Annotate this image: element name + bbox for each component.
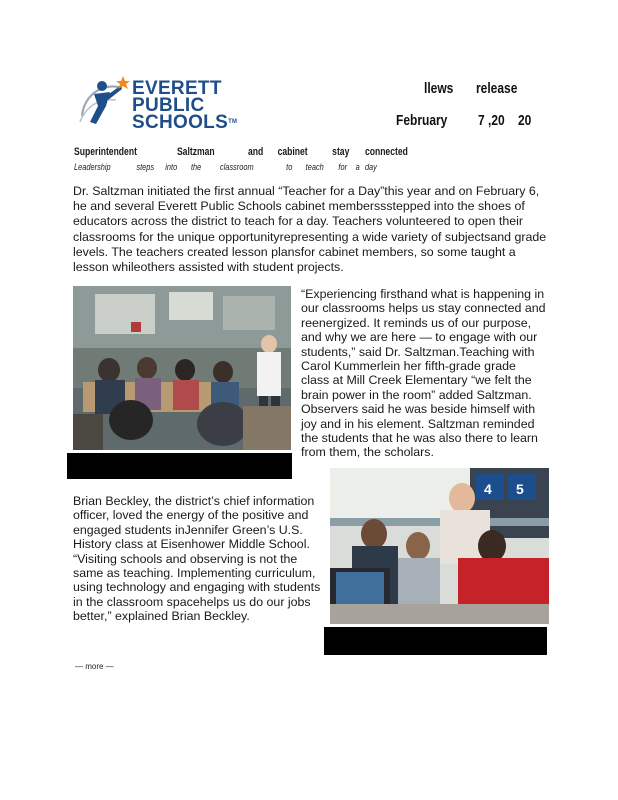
logo-emblem-icon bbox=[76, 72, 134, 134]
students-computer-photo bbox=[330, 468, 549, 624]
sub-word: teach bbox=[305, 162, 324, 173]
more-indicator: — more — bbox=[75, 662, 114, 671]
quote-paragraph bbox=[301, 287, 561, 460]
release-day: 7 ,20 bbox=[478, 112, 505, 129]
logo-line-schools: SCHOOLS bbox=[132, 112, 229, 133]
quote-line: Carol Kummerlein her fifth-grade grade bbox=[301, 359, 516, 374]
quote-line: class at Mill Creek Elementary “we felt the bbox=[301, 373, 532, 388]
logo-trademark: TM bbox=[228, 119, 238, 125]
classroom-photo bbox=[73, 286, 291, 450]
quote-line: brain power in the room” added Saltzman. bbox=[301, 387, 532, 402]
sub-word: Leadership bbox=[74, 162, 111, 173]
sub-word: classroom bbox=[219, 162, 254, 173]
locker-number: 4 bbox=[484, 481, 492, 497]
beckley-line: History class at Eisenhower Middle School. bbox=[73, 537, 310, 552]
quote-line: joy and in his element. Saltzman reminded bbox=[301, 416, 535, 431]
beckley-line: using technology and engaging with students bbox=[73, 580, 321, 595]
logo-line-public: PUBLIC bbox=[132, 95, 205, 116]
beckley-line: “Visiting schools and observing is not the bbox=[73, 551, 298, 566]
beckley-line: officer, loved the energy of the positive and bbox=[73, 508, 309, 523]
sub-word: steps bbox=[136, 162, 155, 173]
beckley-paragraph bbox=[73, 494, 323, 624]
quote-line: Observers said he was beside himself with bbox=[301, 402, 536, 417]
release-label: release bbox=[476, 80, 518, 97]
intro-line: he and several Everett Public Schools cabinet memberssstepped into the shoes of bbox=[73, 199, 525, 214]
sub-word: the bbox=[191, 162, 202, 173]
headline bbox=[74, 146, 408, 158]
intro-line: classrooms for the unique opportunityrepresenting a wide variety of subjectsand grade bbox=[73, 229, 547, 244]
sub-word: a bbox=[355, 162, 360, 173]
quote-line: our classrooms helps us stay connected and bbox=[301, 301, 546, 316]
sub-word: for bbox=[338, 162, 348, 173]
quote-line: the students that he was also there to learn bbox=[301, 431, 538, 446]
beckley-line: engaged students inJennifer Green’s U.S. bbox=[73, 522, 303, 537]
quote-line: students,” said Dr. Saltzman.Teaching with bbox=[301, 344, 535, 359]
headline-word: stay bbox=[332, 146, 350, 158]
intro-line: educators across the district to teach for a day. Teachers volunteered to open their bbox=[73, 214, 523, 229]
photo-caption-bar bbox=[324, 627, 547, 655]
intro-line: levels. The teachers created lesson plansfor cabinet members, so some taught a bbox=[73, 244, 516, 259]
intro-paragraph bbox=[73, 184, 553, 275]
beckley-line: in the classroom spacehelps us do our jobs bbox=[73, 594, 311, 609]
photo-caption-bar bbox=[67, 453, 292, 479]
release-month: February bbox=[396, 112, 448, 129]
quote-line: “Experiencing firsthand what is happening in bbox=[301, 287, 545, 301]
intro-line: lesson whileothers assisted with student projects. bbox=[73, 260, 344, 275]
headline-word: cabinet bbox=[277, 146, 308, 158]
intro-line: Dr. Saltzman initiated the first annual “Teacher for a Day”this year and on February 6, bbox=[73, 184, 540, 198]
headline-word: connected bbox=[364, 146, 408, 158]
headline-word: Saltzman bbox=[176, 146, 215, 158]
quote-line: reenergized. It reminds us of our purpose, bbox=[301, 315, 532, 330]
news-label: llews bbox=[424, 80, 454, 97]
beckley-line: better,” explained Brian Beckley. bbox=[73, 609, 250, 624]
sub-word: day bbox=[364, 162, 377, 173]
locker-number: 5 bbox=[516, 481, 524, 497]
sub-word: into bbox=[165, 162, 178, 173]
district-logo bbox=[76, 72, 236, 134]
logo-wordmark bbox=[132, 80, 237, 131]
quote-line: and why we are here — to engage with our bbox=[301, 330, 538, 345]
beckley-line: Brian Beckley, the district’s chief information bbox=[73, 494, 315, 508]
subheadline bbox=[74, 162, 377, 173]
quote-line: from them, the scholars. bbox=[301, 445, 434, 460]
release-year: 20 bbox=[518, 112, 532, 129]
sub-word: to bbox=[286, 162, 293, 173]
logo-line-everett: EVERETT bbox=[132, 78, 222, 99]
beckley-line: same as teaching. Implementing curriculum, bbox=[73, 566, 316, 581]
headline-word: and bbox=[247, 146, 264, 158]
headline-word: Superintendent bbox=[74, 146, 137, 158]
